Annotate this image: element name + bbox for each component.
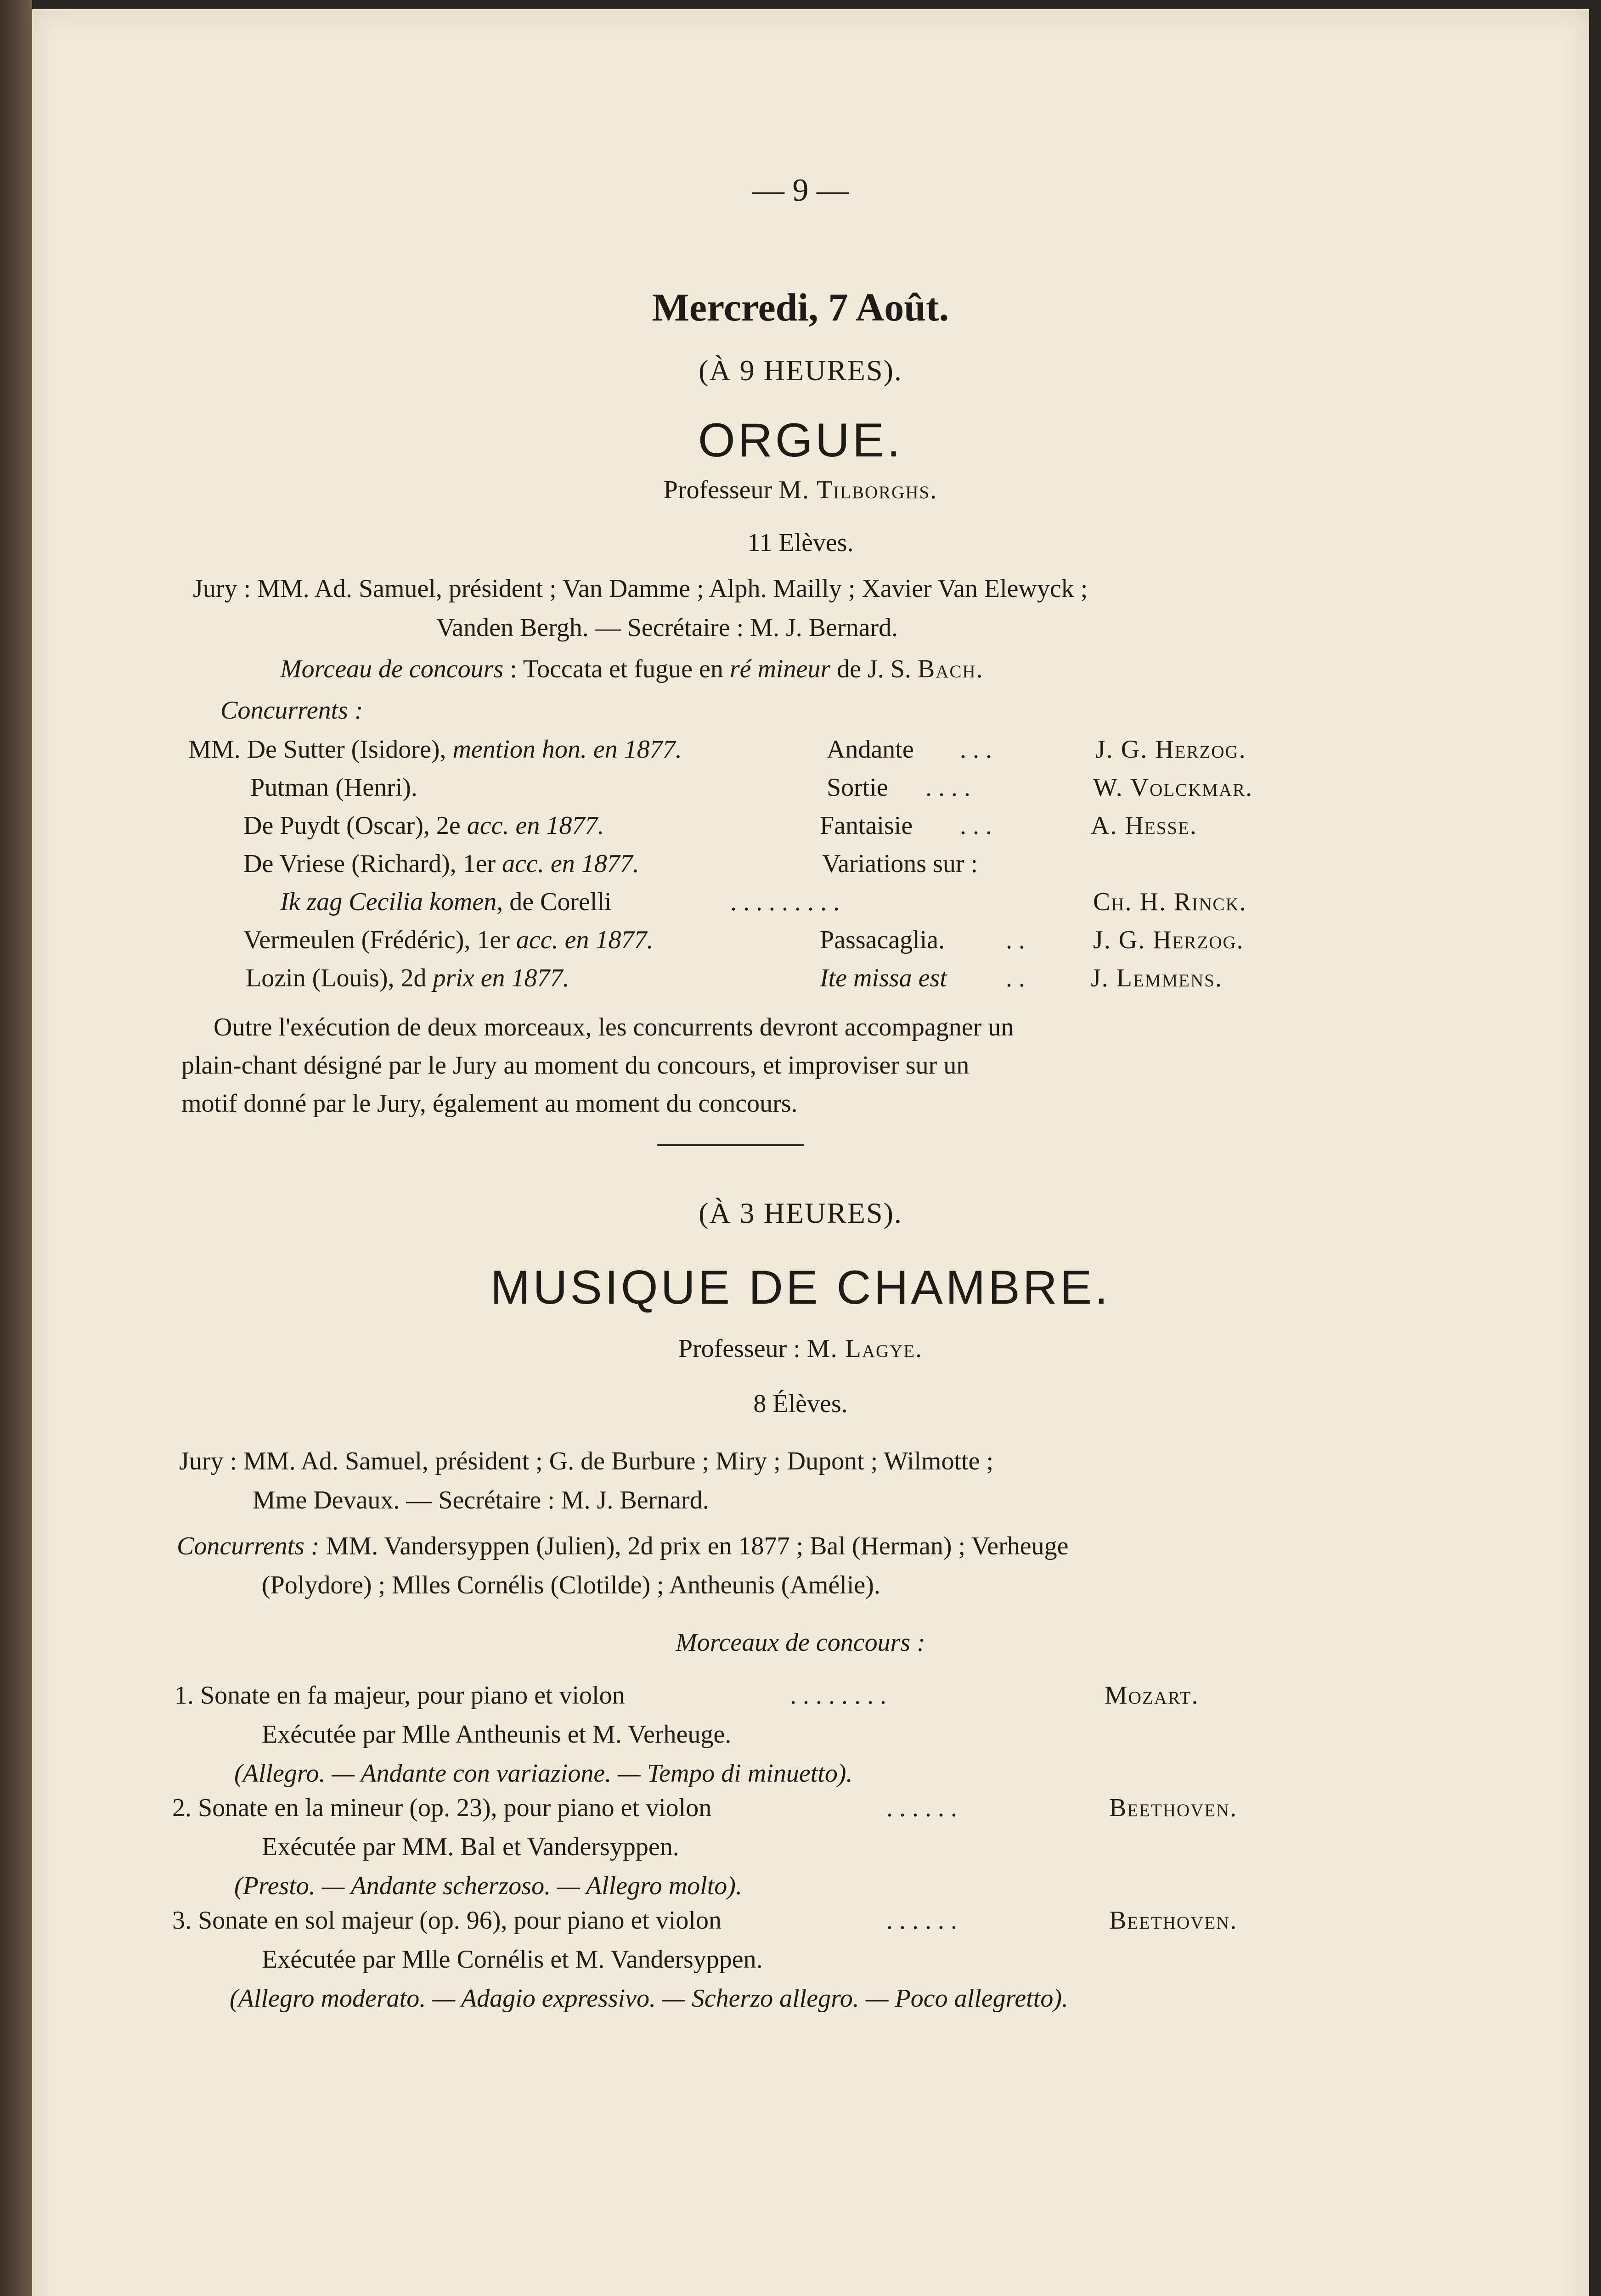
item-composer: Beethoven. bbox=[1109, 1906, 1238, 1935]
list-item bbox=[175, 1681, 625, 1710]
professor-label: Professeur : bbox=[678, 1334, 800, 1363]
competitor-name: De Puydt (Oscar), 2e bbox=[243, 811, 461, 840]
piece-title: Sortie bbox=[827, 773, 888, 802]
table-row bbox=[243, 925, 654, 955]
competitor-note: mention hon. en 1877. bbox=[452, 735, 682, 764]
date-heading: Mercredi, 7 Août. bbox=[652, 285, 949, 329]
item-composer: Mozart. bbox=[1105, 1681, 1199, 1710]
competitor-name: Ik zag Cecilia komen, bbox=[280, 888, 503, 916]
organ-jury-line-1: Jury : MM. Ad. Samuel, président ; Van Damme ; Alph. Mailly ; Xavier Van Elewyck ; bbox=[193, 574, 1088, 603]
piece-composer: J. Lemmens. bbox=[1091, 964, 1223, 992]
item-dots: . . . . . . bbox=[886, 1794, 957, 1822]
chamber-jury-line-2: Mme Devaux. — Secrétaire : M. J. Bernard. bbox=[253, 1486, 709, 1514]
item-number: 2. bbox=[172, 1794, 192, 1822]
morceau-key: ré mineur bbox=[729, 655, 831, 683]
table-row bbox=[188, 735, 682, 764]
competitor-name: Putman (Henri). bbox=[250, 773, 417, 802]
organ-concurrents-label: Concurrents : bbox=[220, 696, 363, 725]
section-organ-title: ORGUE. bbox=[698, 414, 903, 467]
piece-dots: . . bbox=[1006, 964, 1025, 992]
section-organ-professor bbox=[0, 475, 1601, 505]
piece-composer: J. G. Herzog. bbox=[1093, 926, 1244, 954]
professor-name: M. Tilborghs. bbox=[778, 476, 938, 504]
piece-composer: W. Volckmar. bbox=[1093, 773, 1253, 802]
section-chamber-professor bbox=[0, 1334, 1601, 1363]
item-movements: (Presto. — Andante scherzoso. — Allegro molto). bbox=[234, 1872, 742, 1900]
page-number: — 9 — bbox=[752, 173, 849, 208]
section-chamber-students: 8 Élèves. bbox=[753, 1390, 848, 1418]
piece-composer: A. Hesse. bbox=[1091, 811, 1197, 840]
item-performers: Exécutée par Mlle Cornélis et M. Vandersyppen. bbox=[262, 1945, 763, 1974]
item-composer: Beethoven. bbox=[1109, 1794, 1238, 1822]
item-dots: . . . . . . bbox=[886, 1906, 957, 1935]
item-movements: (Allegro moderato. — Adagio expressivo. — Scherzo allegro. — Poco allegretto). bbox=[230, 1984, 1068, 2013]
piece-title: Andante bbox=[827, 735, 914, 764]
organ-morceau bbox=[280, 654, 984, 684]
competitor-note: acc. en 1877. bbox=[502, 850, 639, 878]
competitor-name: MM. De Sutter (Isidore), bbox=[188, 735, 446, 764]
morceau-by: de J. S. bbox=[837, 655, 911, 683]
chamber-concurrents bbox=[177, 1531, 1069, 1561]
piece-title: Fantaisie bbox=[820, 811, 913, 840]
piece-title: Passacaglia. bbox=[820, 926, 945, 954]
morceau-text: : Toccata et fugue en bbox=[510, 655, 723, 683]
book-spine bbox=[0, 0, 32, 2296]
item-title: Sonate en fa majeur, pour piano et violon bbox=[200, 1681, 625, 1710]
organ-paragraph-line-3: motif donné par le Jury, également au moment du concours. bbox=[181, 1089, 798, 1118]
table-row bbox=[243, 811, 604, 840]
piece-dots: . . bbox=[1006, 926, 1025, 954]
competitor-name: Vermeulen (Frédéric), 1er bbox=[243, 926, 510, 954]
competitor-note: acc. en 1877. bbox=[467, 811, 604, 840]
section-chamber-time: (À 3 HEURES). bbox=[699, 1197, 902, 1229]
piece-title: Variations sur : bbox=[822, 850, 978, 878]
organ-jury-line-2: Vanden Bergh. — Secrétaire : M. J. Bernard. bbox=[436, 613, 898, 642]
chamber-concurrents-line-1: MM. Vandersyppen (Julien), 2d prix en 1877 ; Bal (Herman) ; Verheuge bbox=[326, 1532, 1069, 1560]
competitor-note: acc. en 1877. bbox=[516, 926, 654, 954]
organ-paragraph-line-1: Outre l'exécution de deux morceaux, les concurrents devront accompagner un bbox=[214, 1013, 1014, 1041]
competitor-note: prix en 1877. bbox=[433, 964, 569, 992]
piece-dots: . . . . . . . . . bbox=[730, 888, 840, 916]
item-performers: Exécutée par Mlle Antheunis et M. Verheuge. bbox=[262, 1720, 732, 1749]
item-dots: . . . . . . . . bbox=[790, 1681, 886, 1710]
chamber-morceaux-label: Morceaux de concours : bbox=[676, 1628, 925, 1657]
piece-composer: J. G. Herzog. bbox=[1095, 735, 1246, 764]
competitor-name: Lozin (Louis), 2d bbox=[246, 964, 427, 992]
section-organ-time: (À 9 HEURES). bbox=[699, 354, 902, 387]
piece-dots: . . . bbox=[960, 735, 992, 764]
list-item bbox=[172, 1906, 722, 1935]
piece-composer: Ch. H. Rinck. bbox=[1093, 888, 1247, 916]
morceau-composer: Bach. bbox=[917, 655, 984, 683]
item-performers: Exécutée par MM. Bal et Vandersyppen. bbox=[262, 1833, 679, 1861]
item-number: 3. bbox=[172, 1906, 192, 1935]
table-row bbox=[250, 773, 417, 802]
section-chamber-title: MUSIQUE DE CHAMBRE. bbox=[490, 1261, 1111, 1314]
table-row bbox=[243, 849, 639, 878]
competitor-note: de Corelli bbox=[509, 888, 612, 916]
chamber-jury-line-1: Jury : MM. Ad. Samuel, président ; G. de Burbure ; Miry ; Dupont ; Wilmotte ; bbox=[179, 1447, 994, 1475]
morceau-label: Morceau de concours bbox=[280, 655, 504, 683]
chamber-concurrents-line-2: (Polydore) ; Mlles Cornélis (Clotilde) ; Antheunis (Amélie). bbox=[262, 1571, 880, 1599]
table-row bbox=[280, 887, 612, 917]
item-title: Sonate en la mineur (op. 23), pour piano et violon bbox=[198, 1794, 712, 1822]
item-movements: (Allegro. — Andante con variazione. — Tempo di minuetto). bbox=[234, 1759, 853, 1788]
list-item bbox=[172, 1793, 711, 1823]
piece-dots: . . . bbox=[960, 811, 992, 840]
organ-paragraph-line-2: plain-chant désigné par le Jury au moment du concours, et improviser sur un bbox=[181, 1051, 970, 1080]
table-row bbox=[246, 963, 569, 993]
chamber-concurrents-label: Concurrents : bbox=[177, 1532, 320, 1560]
professor-name: M. Lagye. bbox=[806, 1334, 923, 1363]
piece-dots: . . . . bbox=[925, 773, 970, 802]
competitor-name: De Vriese (Richard), 1er bbox=[243, 850, 496, 878]
section-divider bbox=[657, 1144, 804, 1146]
item-number: 1. bbox=[175, 1681, 194, 1710]
professor-label: Professeur bbox=[663, 476, 772, 504]
piece-title: Ite missa est bbox=[820, 964, 947, 992]
item-title: Sonate en sol majeur (op. 96), pour piano et violon bbox=[198, 1906, 722, 1935]
section-organ-students: 11 Elèves. bbox=[747, 529, 854, 557]
